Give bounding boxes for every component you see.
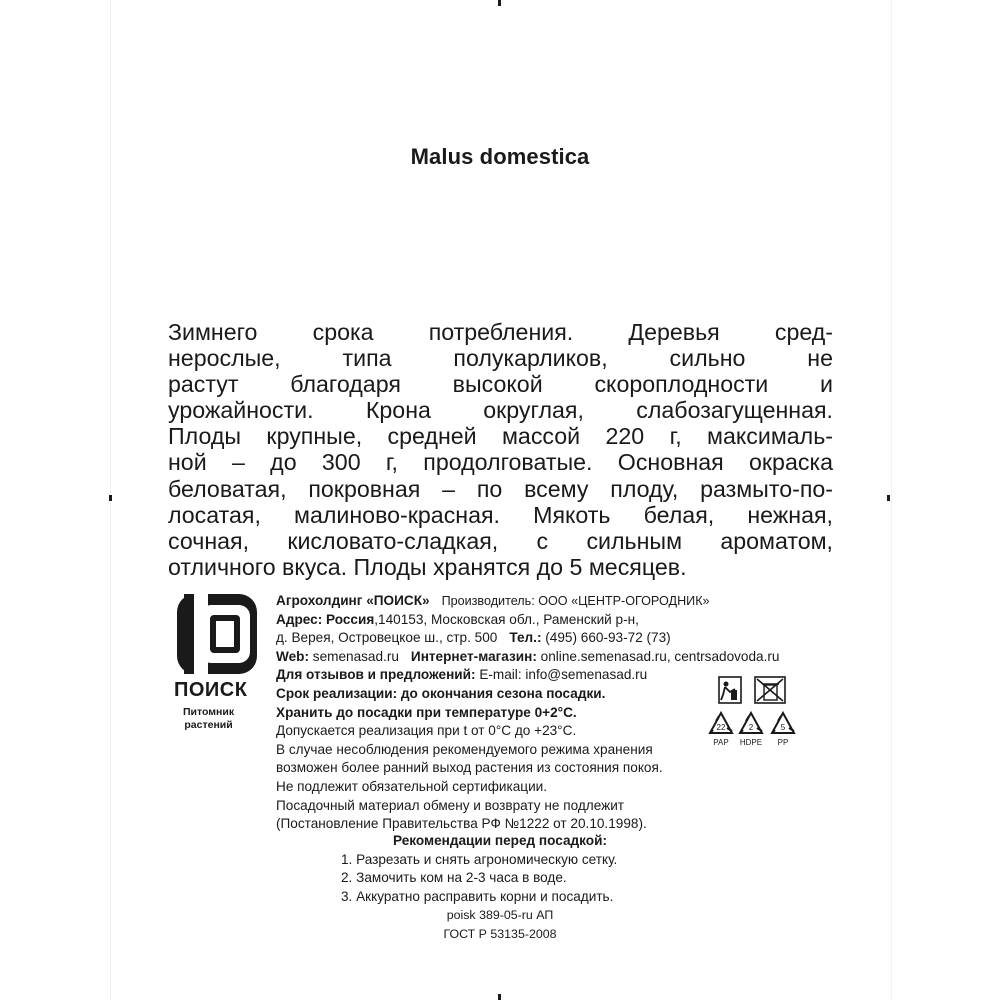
recycle-code-name: HDPE — [739, 738, 763, 747]
description-line: ной – до 300 г, продолговатые. Основная окраска — [168, 449, 833, 476]
phone-label: Тел.: — [509, 630, 542, 646]
recycle-code-number: 5 — [780, 723, 786, 732]
company-name: Агрохолдинг «ПОИСК» — [276, 593, 430, 608]
description-line: лосатая, малиново-красная. Мякоть белая, нежная, — [168, 501, 833, 528]
recommendation-step: 2. Замочить ком на 2-3 часа в воде. — [341, 870, 567, 886]
description-line: отличного вкуса. Плоды хранятся до 5 месяцев. — [168, 553, 687, 580]
return-policy-line: Посадочный материал обмену и возврату не подлежит — [276, 797, 625, 813]
crop-mark-bottom — [498, 994, 501, 1000]
address-country: Россия — [326, 611, 375, 627]
crop-mark-right — [887, 495, 890, 501]
shop-label: Интернет-магазин: — [410, 648, 537, 664]
storage-temperature: Хранить до посадки при температуре 0+2°С. — [276, 704, 577, 720]
allowed-temperature: Допускается реализация при t от 0°С до +23°С. — [276, 723, 577, 739]
shop-links: online.semenasad.ru, centrsadovoda.ru — [540, 648, 780, 664]
address-label: Адрес: — [276, 611, 323, 627]
storage-warning-line: возможен более ранний выход растения из состояния покоя. — [276, 760, 663, 776]
address-line: ,140153, Московская обл., Раменский р-н, — [374, 611, 639, 627]
web-label: Web: — [276, 648, 309, 664]
manufacturer: Производитель: ООО «ЦЕНТР-ОГОРОДНИК» — [441, 594, 710, 608]
storage-warning-line: В случае несоблюдения рекомендуемого режима хранения — [276, 741, 653, 757]
recycle-code-name: PP — [777, 738, 789, 747]
variety-description — [168, 319, 833, 580]
return-policy-line: (Постановление Правительства РФ №1222 от 20.10.1998). — [276, 816, 647, 832]
certification-note: Не подлежит обязательной сертификации. — [276, 778, 548, 794]
feedback-label: Для отзывов и предложений: — [276, 667, 476, 683]
logo-subtitle-line: Питомник — [183, 706, 235, 718]
shelf-life: Срок реализации: до окончания сезона посадки. — [276, 685, 606, 701]
recommendation-step: 1. Разрезать и снять агрономическую сетку. — [341, 851, 618, 867]
recycle-code-number: 22 — [716, 723, 726, 732]
email: E-mail: info@semenasad.ru — [479, 667, 648, 683]
standard-code: ГОСТ Р 53135-2008 — [443, 926, 557, 941]
recycling-marks — [706, 676, 800, 748]
web-row — [276, 648, 836, 667]
recommendation-step: 3. Аккуратно расправить корни и посадить. — [341, 888, 614, 904]
description-line: сочная, кисловато-сладкая, с сильным ароматом, — [168, 527, 833, 554]
web-link: semenasad.ru — [312, 648, 399, 664]
description-line: растут благодаря высокой скороплодности и — [168, 371, 833, 398]
recycle-code-name: PAP — [713, 738, 729, 747]
address-row-2 — [276, 629, 836, 648]
planting-recommendations — [0, 832, 1000, 944]
article-code: poisk 389-05-ru АП — [446, 908, 554, 923]
recycle-pap-icon — [710, 713, 732, 747]
recommendations-title: Рекомендации перед посадкой: — [392, 833, 607, 848]
address-row — [276, 611, 836, 630]
poisk-logo — [174, 591, 264, 741]
crop-mark-top — [498, 0, 501, 6]
tidyman-icon — [719, 677, 741, 703]
recycle-code-number: 2 — [748, 723, 754, 732]
description-line: урожайности. Крона округлая, слабозагущенная. — [168, 397, 833, 424]
recycle-hdpe-icon — [740, 713, 762, 747]
logo-name: ПОИСК — [174, 679, 248, 701]
species-name: Malus domestica — [410, 144, 590, 169]
logo-subtitle-line: растений — [184, 719, 233, 731]
description-line: нерослые, типа полукарликов, сильно не — [168, 345, 833, 372]
address-line-2: д. Верея, Островецкое ш., стр. 500 — [276, 630, 498, 646]
description-line: Плоды крупные, средней массой 220 г, максималь- — [168, 423, 833, 450]
no-litter-icon — [755, 677, 785, 703]
logo-subtitle — [183, 706, 234, 732]
description-line: беловатая, покровная – по всему плоду, размыто-по- — [168, 475, 833, 502]
poisk-logo-icon — [174, 591, 260, 677]
description-line: Зимнего срока потребления. Деревья сред- — [168, 319, 833, 345]
company-row — [276, 592, 836, 611]
phone-number: (495) 660-93-72 (73) — [545, 630, 671, 646]
recycle-pp-icon — [772, 713, 794, 747]
crop-mark-left — [109, 495, 112, 501]
